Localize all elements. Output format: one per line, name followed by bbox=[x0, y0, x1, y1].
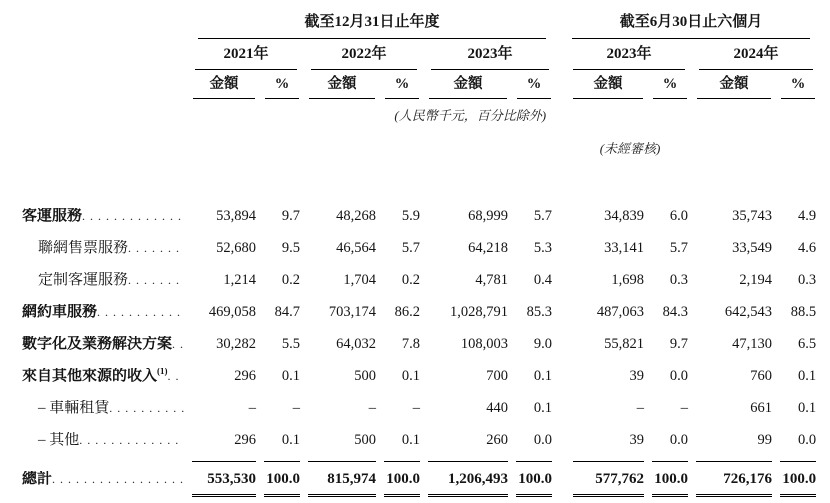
table-row-ride-hailing bbox=[18, 297, 820, 329]
percent-cell: 9.7 bbox=[669, 336, 689, 352]
percent-cell: 0.0 bbox=[669, 368, 689, 384]
period-header-annual bbox=[188, 6, 556, 39]
double-rule bbox=[264, 494, 300, 497]
percent-cell: 6.0 bbox=[669, 208, 689, 224]
double-rule bbox=[384, 494, 420, 497]
percent-cell: 0.1 bbox=[281, 368, 300, 384]
total-percent-cell: 100.0 bbox=[776, 457, 820, 497]
double-rule bbox=[192, 494, 256, 497]
amount-cell: 1,704 bbox=[343, 272, 376, 288]
amount-cell: – bbox=[368, 400, 376, 416]
percent-cell: 0.3 bbox=[669, 272, 689, 288]
amount-cell: – bbox=[636, 400, 645, 416]
amount-cell: 487,063 bbox=[596, 304, 645, 320]
percent-cell: 9.0 bbox=[533, 336, 553, 352]
col-header-2021: 2021年 bbox=[188, 39, 304, 70]
dot-leader bbox=[128, 240, 184, 257]
amount-cell: 64,032 bbox=[336, 336, 376, 352]
percent-cell: 4.9 bbox=[797, 208, 817, 224]
percent-cell: 0.0 bbox=[533, 432, 553, 448]
table-row-others bbox=[18, 425, 820, 457]
double-rule bbox=[308, 494, 376, 497]
percent-cell: 0.0 bbox=[797, 432, 817, 448]
double-rule bbox=[696, 494, 772, 497]
amount-cell: – bbox=[248, 400, 256, 416]
double-rule bbox=[516, 494, 552, 497]
amount-cell: 33,141 bbox=[604, 240, 645, 256]
double-rule bbox=[652, 494, 688, 497]
footnote-marker: (1) bbox=[157, 368, 168, 376]
percent-cell: 0.2 bbox=[401, 272, 420, 288]
amount-cell: 64,218 bbox=[468, 240, 508, 256]
dot-leader bbox=[97, 304, 184, 321]
amount-cell: 53,894 bbox=[216, 208, 256, 224]
total-percent-cell: 100.0 bbox=[512, 457, 556, 497]
table-row-other-sources bbox=[18, 361, 820, 393]
percent-cell: 4.6 bbox=[797, 240, 817, 256]
percent-cell: – bbox=[412, 400, 420, 416]
row-label: 數字化及業務解決方案 . . . bbox=[18, 329, 188, 361]
table-row-passenger-services bbox=[18, 201, 820, 233]
percent-cell: 0.0 bbox=[669, 432, 689, 448]
percent-cell: 5.7 bbox=[669, 240, 689, 256]
total-percent-cell: 100.0 bbox=[648, 457, 692, 497]
double-rule bbox=[573, 494, 644, 497]
units-note: (人民幣千元，百分比除外) bbox=[394, 108, 547, 123]
revenue-breakdown-table bbox=[18, 6, 820, 497]
amount-cell: 2,194 bbox=[739, 272, 773, 288]
period-header-interim-title: 截至6月30日止六個月 bbox=[572, 8, 810, 39]
amount-cell: 33,549 bbox=[732, 240, 773, 256]
percent-cell: 5.3 bbox=[533, 240, 553, 256]
percent-cell: 0.1 bbox=[797, 368, 817, 384]
label-column-spacer bbox=[18, 6, 188, 39]
percent-header: % bbox=[776, 70, 820, 99]
dot-leader bbox=[168, 368, 184, 385]
total-amount-cell: 577,762 bbox=[556, 457, 648, 497]
row-label: – 車輛租賃 . . . bbox=[18, 393, 188, 425]
percent-cell: 7.8 bbox=[401, 336, 420, 352]
period-header-annual-title: 截至12月31日止年度 bbox=[198, 8, 546, 39]
double-rule bbox=[780, 494, 816, 497]
percent-header: % bbox=[512, 70, 556, 99]
row-label: 來自其他來源的收入$^{(1)}$ . . . bbox=[18, 361, 188, 393]
col-header-2022: 2022年 bbox=[304, 39, 424, 70]
amount-cell: 700 bbox=[486, 368, 508, 384]
percent-cell: – bbox=[680, 400, 689, 416]
col-header-2024-interim: 2024年 bbox=[692, 39, 820, 70]
amount-cell: 469,058 bbox=[208, 304, 256, 320]
amount-cell: 46,564 bbox=[336, 240, 376, 256]
percent-header: % bbox=[260, 70, 304, 99]
dot-leader bbox=[172, 336, 184, 353]
percent-cell: 88.5 bbox=[790, 304, 817, 320]
percent-cell: 0.3 bbox=[797, 272, 817, 288]
amount-cell: 99 bbox=[757, 432, 773, 448]
unaudited-note: (未經審核) bbox=[599, 141, 661, 156]
period-header-interim bbox=[556, 6, 820, 39]
amount-cell: 68,999 bbox=[468, 208, 508, 224]
double-rule bbox=[428, 494, 508, 497]
percent-cell: 9.7 bbox=[281, 208, 300, 224]
unaudited-note-row bbox=[18, 124, 820, 157]
table-row-online-ticketing bbox=[18, 233, 820, 265]
row-label: 定制客運服務 . . . bbox=[18, 265, 188, 297]
amount-cell: 48,268 bbox=[336, 208, 376, 224]
row-label: 客運服務 . . . bbox=[18, 201, 188, 233]
col-header-2023: 2023年 bbox=[424, 39, 556, 70]
amount-cell: 440 bbox=[486, 400, 508, 416]
amount-cell: 52,680 bbox=[216, 240, 256, 256]
amount-cell: 55,821 bbox=[604, 336, 645, 352]
row-label: 聯網售票服務 . . . bbox=[18, 233, 188, 265]
dot-leader bbox=[79, 432, 184, 449]
col-header-2023-interim: 2023年 bbox=[556, 39, 692, 70]
table-row-digital-solutions bbox=[18, 329, 820, 361]
amount-header: 金額 bbox=[188, 70, 260, 99]
amount-cell: 47,130 bbox=[732, 336, 773, 352]
percent-cell: 0.1 bbox=[797, 400, 817, 416]
total-amount-cell: 1,206,493 bbox=[424, 457, 512, 497]
period-header-row bbox=[18, 6, 820, 39]
amount-cell: 1,028,791 bbox=[450, 304, 508, 320]
amount-cell: 703,174 bbox=[328, 304, 376, 320]
amount-cell: 34,839 bbox=[604, 208, 645, 224]
amount-header: 金額 bbox=[556, 70, 648, 99]
percent-cell: 0.1 bbox=[533, 400, 553, 416]
amount-cell: 1,698 bbox=[611, 272, 645, 288]
spacer-row bbox=[18, 157, 820, 201]
percent-cell: 0.4 bbox=[533, 272, 553, 288]
total-row bbox=[18, 457, 820, 497]
row-label: 網約車服務 . . . bbox=[18, 297, 188, 329]
amount-cell: 108,003 bbox=[460, 336, 508, 352]
dot-leader bbox=[52, 471, 184, 488]
amount-cell: 500 bbox=[354, 432, 376, 448]
percent-cell: 84.3 bbox=[662, 304, 689, 320]
units-note-row bbox=[18, 99, 820, 124]
amount-cell: 1,214 bbox=[223, 272, 256, 288]
amount-header: 金額 bbox=[692, 70, 776, 99]
total-amount-cell: 553,530 bbox=[188, 457, 260, 497]
amount-cell: 39 bbox=[629, 432, 645, 448]
percent-cell: 0.1 bbox=[533, 368, 553, 384]
amount-cell: 500 bbox=[354, 368, 376, 384]
percent-cell: 0.1 bbox=[281, 432, 300, 448]
subheader-row bbox=[18, 70, 820, 99]
total-amount-cell: 726,176 bbox=[692, 457, 776, 497]
amount-cell: 642,543 bbox=[724, 304, 773, 320]
percent-cell: 5.5 bbox=[281, 336, 300, 352]
amount-cell: 4,781 bbox=[475, 272, 508, 288]
total-amount-cell: 815,974 bbox=[304, 457, 380, 497]
total-percent-cell: 100.0 bbox=[380, 457, 424, 497]
amount-cell: 35,743 bbox=[732, 208, 773, 224]
percent-cell: 9.5 bbox=[281, 240, 300, 256]
amount-cell: 661 bbox=[750, 400, 773, 416]
percent-cell: 5.7 bbox=[533, 208, 553, 224]
percent-cell: – bbox=[292, 400, 300, 416]
percent-cell: 0.1 bbox=[401, 432, 420, 448]
amount-cell: 296 bbox=[234, 432, 256, 448]
percent-cell: 0.1 bbox=[401, 368, 420, 384]
percent-cell: 5.9 bbox=[401, 208, 420, 224]
amount-cell: 30,282 bbox=[216, 336, 256, 352]
amount-header: 金額 bbox=[424, 70, 512, 99]
dot-leader bbox=[109, 400, 184, 417]
total-row-label: 總計 . . . bbox=[18, 457, 188, 497]
percent-header: % bbox=[380, 70, 424, 99]
table-row-vehicle-leasing bbox=[18, 393, 820, 425]
percent-cell: 85.3 bbox=[526, 304, 553, 320]
year-header-row bbox=[18, 39, 820, 70]
total-percent-cell: 100.0 bbox=[260, 457, 304, 497]
amount-cell: 760 bbox=[750, 368, 773, 384]
percent-cell: 6.5 bbox=[797, 336, 817, 352]
amount-cell: 260 bbox=[486, 432, 508, 448]
table-row-customized-services bbox=[18, 265, 820, 297]
percent-cell: 84.7 bbox=[274, 304, 300, 320]
percent-cell: 5.7 bbox=[401, 240, 420, 256]
percent-cell: 86.2 bbox=[394, 304, 420, 320]
row-label: – 其他 . . . bbox=[18, 425, 188, 457]
amount-header: 金額 bbox=[304, 70, 380, 99]
percent-header: % bbox=[648, 70, 692, 99]
amount-cell: 296 bbox=[234, 368, 256, 384]
dot-leader bbox=[128, 272, 184, 289]
amount-cell: 39 bbox=[629, 368, 645, 384]
percent-cell: 0.2 bbox=[281, 272, 300, 288]
dot-leader bbox=[82, 208, 184, 225]
